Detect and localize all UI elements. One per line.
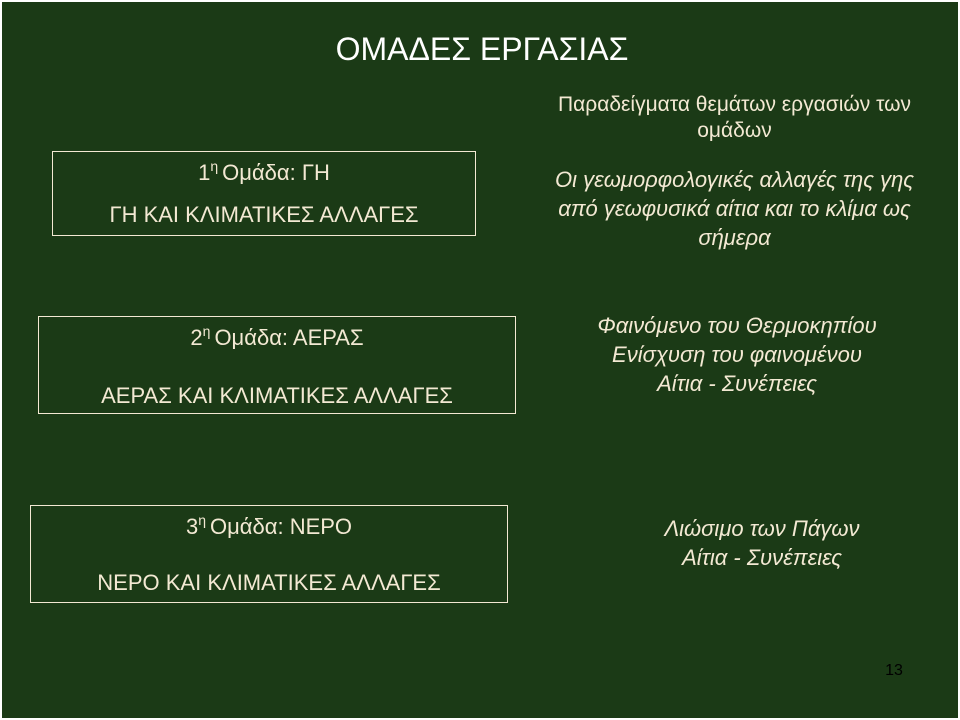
group-3-superscript: η bbox=[198, 512, 206, 528]
group-3-label bbox=[31, 514, 507, 540]
topic-line: από γεωφυσικά αίτια και το κλίμα ως bbox=[558, 196, 911, 221]
topic-line: Λιώσιμο των Πάγων bbox=[664, 516, 860, 541]
group-1-superscript: η bbox=[210, 158, 219, 174]
group-1-subtitle: ΓΗ ΚΑΙ ΚΛΙΜΑΤΙΚΕΣ ΑΛΛΑΓΕΣ bbox=[109, 202, 419, 227]
group-1-name: Ομάδα: ΓΗ bbox=[222, 160, 330, 185]
group-3-ordinal: 3 bbox=[185, 514, 199, 539]
group-3-subtitle: ΝΕΡΟ ΚΑΙ ΚΛΙΜΑΤΙΚΕΣ ΑΛΛΑΓΕΣ bbox=[97, 570, 441, 595]
examples-heading bbox=[507, 92, 960, 144]
slide-title: ΟΜΑΔΕΣ ΕΡΓΑΣΙΑΣ bbox=[335, 31, 629, 67]
group-3-topic bbox=[562, 514, 960, 572]
group-2-topic bbox=[522, 311, 952, 398]
topic-line: Αίτια - Συνέπειες bbox=[657, 371, 817, 396]
topic-line: σήμερα bbox=[698, 225, 771, 250]
heading-line: ομάδων bbox=[697, 119, 772, 142]
heading-line: Παραδείγματα θεμάτων εργασιών των bbox=[557, 93, 912, 116]
group-2-superscript: η bbox=[202, 323, 211, 339]
group-1-label bbox=[53, 160, 475, 186]
topic-line: Αίτια - Συνέπειες bbox=[682, 545, 842, 570]
page-number: 13 bbox=[885, 662, 903, 679]
group-3-name: Ομάδα: ΝΕΡΟ bbox=[210, 514, 353, 539]
group-2-subtitle: ΑΕΡΑΣ ΚΑΙ ΚΛΙΜΑΤΙΚΕΣ ΑΛΛΑΓΕΣ bbox=[101, 383, 453, 408]
group-1-box bbox=[52, 151, 476, 236]
group-2-box bbox=[38, 316, 516, 414]
group-2-name: Ομάδα: ΑΕΡΑΣ bbox=[214, 325, 364, 350]
topic-line: Φαινόμενο του Θερμοκηπίου bbox=[597, 313, 877, 338]
group-3-box bbox=[30, 505, 508, 603]
group-2-ordinal: 2 bbox=[190, 325, 203, 350]
topic-line: Οι γεωμορφολογικές αλλαγές της γης bbox=[554, 167, 914, 192]
group-1-topic bbox=[507, 165, 960, 252]
group-1-ordinal: 1 bbox=[198, 160, 211, 185]
topic-line: Ενίσχυση του φαινομένου bbox=[612, 342, 862, 367]
group-2-label bbox=[39, 325, 515, 351]
